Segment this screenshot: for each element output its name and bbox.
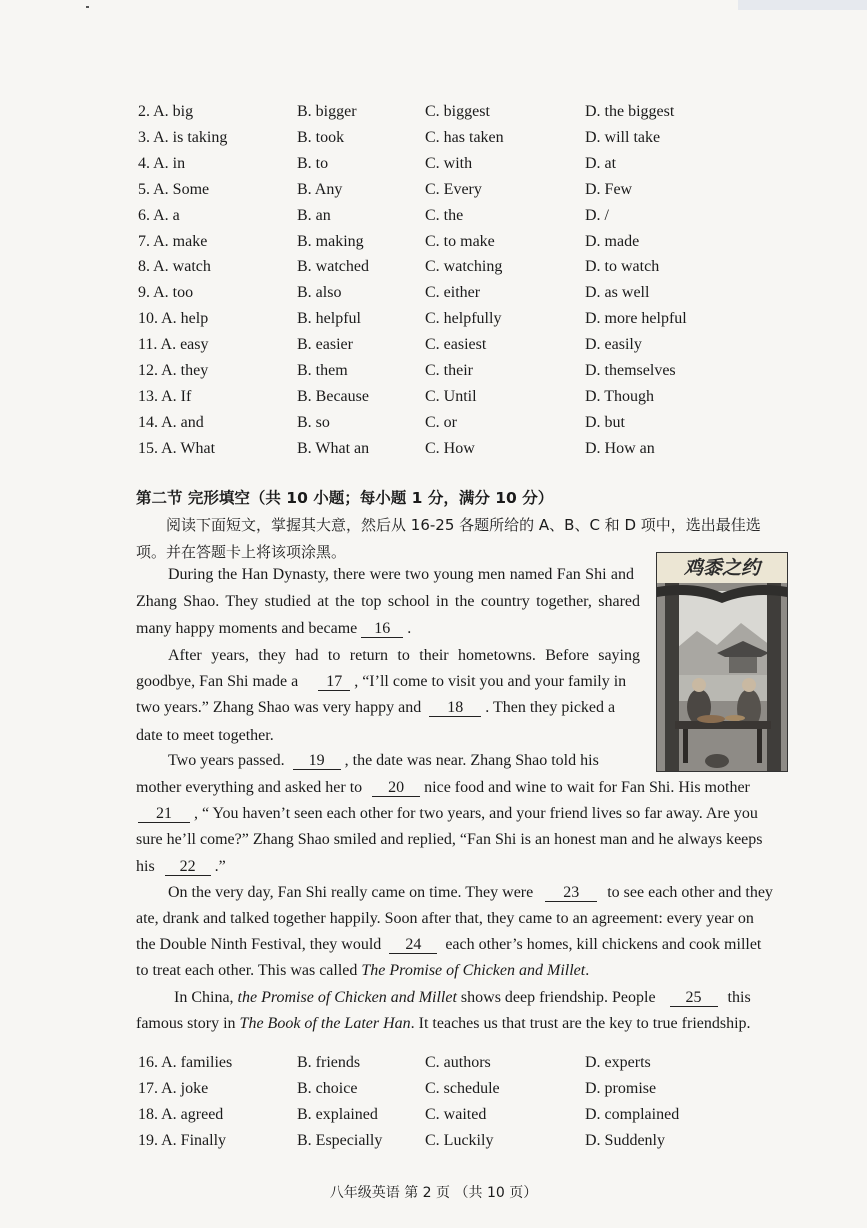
option-row: [0, 129, 867, 153]
question-option-a: 17. A. joke: [138, 1080, 209, 1097]
option-d: D. easily: [585, 336, 642, 354]
option-row: [0, 414, 867, 438]
passage-line: [136, 962, 589, 986]
option-b: B. to: [297, 154, 329, 172]
option-d: D. but: [585, 413, 625, 431]
option-b: B. also: [297, 284, 342, 302]
option-row: [0, 258, 867, 282]
option-d: D. as well: [585, 284, 650, 302]
option-d: D. Few: [585, 180, 633, 198]
option-c: C. schedule: [425, 1080, 500, 1097]
option-c: C. helpfully: [425, 310, 502, 328]
option-b: B. Any: [297, 180, 343, 198]
question-option-a: 7. A. make: [138, 232, 208, 250]
passage-text: two years.” Zhang Shao was very happy and: [136, 699, 422, 716]
passage-text: famous story in: [136, 1015, 240, 1032]
option-row: [0, 1080, 867, 1104]
option-row: [0, 233, 867, 257]
story-illustration: [656, 552, 788, 772]
option-d: D. How an: [585, 439, 655, 457]
option-b: B. them: [297, 362, 348, 379]
option-b: B. watched: [297, 258, 369, 276]
option-c: C. Until: [425, 387, 477, 405]
option-d: D. /: [585, 206, 609, 224]
blank-24: 24: [389, 936, 437, 954]
option-b: B. easier: [297, 336, 353, 354]
passage-text: the Double Ninth Festival, they would: [136, 936, 382, 953]
passage-text: In China,: [174, 989, 238, 1006]
scan-edge: [738, 0, 867, 10]
question-option-a: 10. A. help: [138, 310, 209, 328]
option-c: C. How: [425, 439, 475, 457]
passage-line: [136, 1015, 751, 1039]
option-c: C. the: [425, 206, 464, 224]
passage-line: Zhang Shao. They studied at the top school in the country together, shared: [136, 593, 640, 610]
question-option-a: 4. A. in: [138, 154, 186, 172]
question-option-a: 16. A. families: [138, 1054, 233, 1071]
option-b: B. took: [297, 128, 345, 146]
passage-text: shows deep friendship. People: [456, 989, 656, 1006]
option-row: [0, 1106, 867, 1130]
passage-text: mother everything and asked her to: [136, 779, 363, 796]
option-c: C. their: [425, 362, 473, 379]
option-row: [0, 388, 867, 412]
question-option-a: 12. A. they: [138, 362, 209, 379]
option-d: D. experts: [585, 1054, 651, 1071]
passage-line: [136, 936, 761, 960]
option-c: C. either: [425, 284, 481, 302]
passage-text: On the very day, Fan Shi really came on time. They were: [168, 884, 534, 901]
option-row: [0, 181, 867, 205]
blank-22: 22: [165, 858, 211, 876]
option-b: B. making: [297, 232, 364, 250]
option-b: B. Especially: [297, 1132, 383, 1149]
scan-speck: [86, 6, 89, 8]
question-option-a: 2. A. big: [138, 103, 194, 120]
passage-line: [136, 805, 758, 829]
option-b: B. friends: [297, 1054, 361, 1071]
option-c: C. Luckily: [425, 1132, 494, 1149]
question-option-a: 19. A. Finally: [138, 1132, 227, 1149]
option-d: D. to watch: [585, 258, 660, 276]
option-c: C. authors: [425, 1054, 491, 1071]
passage-line: [136, 699, 615, 723]
option-d: D. the biggest: [585, 103, 675, 120]
option-row: [0, 155, 867, 179]
passage-text: to treat each other. This was called: [136, 962, 362, 979]
question-option-a: 15. A. What: [138, 439, 216, 457]
option-b: B. choice: [297, 1080, 358, 1097]
option-row: [0, 362, 867, 386]
option-d: D. made: [585, 232, 640, 250]
passage-line: [136, 779, 750, 803]
option-b: B. so: [297, 413, 330, 431]
option-row: [0, 1132, 867, 1156]
blank-23: 23: [545, 884, 597, 902]
option-d: D. Suddenly: [585, 1132, 665, 1149]
passage-line: [136, 620, 411, 644]
section-instruction: 阅读下面短文，掌握其大意，然后从 16-25 各题所给的 A、B、C 和 D 项中，选出最佳选项。并在答题卡上将该项涂黑。: [136, 516, 761, 561]
option-b: B. bigger: [297, 103, 357, 120]
passage-text: , “I’ll come to visit you and your family in: [354, 673, 627, 690]
blank-25: 25: [670, 989, 718, 1007]
blank-16: 16: [361, 620, 403, 638]
illustration-title: 鸡黍之约: [657, 553, 787, 583]
option-b: B. explained: [297, 1106, 378, 1123]
question-option-a: 3. A. is taking: [138, 128, 228, 146]
passage-text: many happy moments and became: [136, 620, 358, 637]
option-row: [0, 336, 867, 360]
option-row: [0, 103, 867, 127]
page-footer: 八年级英语 第 2 页 （共 10 页）: [329, 1185, 538, 1201]
option-d: D. Though: [585, 387, 655, 405]
question-option-a: 9. A. too: [138, 284, 194, 302]
question-option-a: 14. A. and: [138, 413, 204, 431]
passage-text: this: [727, 989, 751, 1006]
option-d: D. complained: [585, 1106, 680, 1123]
option-c: C. Every: [425, 180, 482, 198]
option-c: C. waited: [425, 1106, 487, 1123]
passage-text: .: [407, 620, 412, 637]
question-option-a: 6. A. a: [138, 206, 180, 224]
passage-line: date to meet together.: [136, 727, 274, 744]
passage-italic: The Book of the Later Han: [239, 1015, 411, 1032]
passage-line: [168, 752, 599, 776]
question-option-a: 8. A. watch: [138, 258, 211, 276]
blank-19: 19: [293, 752, 341, 770]
passage-text: .”: [214, 858, 226, 875]
option-row: [0, 284, 867, 308]
option-row: [0, 440, 867, 464]
option-b: B. an: [297, 206, 331, 224]
passage-line: [136, 858, 226, 882]
option-row: [0, 207, 867, 231]
passage-text: , “ You haven’t seen each other for two years, and your friend lives so far away. Are you: [194, 805, 758, 822]
option-d: D. will take: [585, 128, 661, 146]
passage-line: ate, drank and talked together happily. Soon after that, they came to an agreement: every year on: [136, 910, 754, 927]
blank-21: 21: [138, 805, 190, 823]
passage-text: . Then they picked a: [485, 699, 616, 716]
passage-text: .: [585, 962, 590, 979]
option-c: C. easiest: [425, 336, 487, 354]
question-option-a: 5. A. Some: [138, 180, 210, 198]
passage-line: During the Han Dynasty, there were two young men named Fan Shi and: [168, 566, 634, 583]
passage-text: to see each other and they: [607, 884, 773, 901]
option-b: B. helpful: [297, 310, 361, 328]
question-option-a: 18. A. agreed: [138, 1106, 224, 1123]
passage-text: , the date was near. Zhang Shao told his: [344, 752, 599, 769]
blank-18: 18: [429, 699, 481, 717]
passage-line: sure he’ll come?” Zhang Shao smiled and replied, “Fan Shi is an honest man and he always keeps: [136, 831, 763, 848]
passage-text: . It teaches us that trust are the key to true friendship.: [410, 1015, 751, 1032]
passage-line: [168, 884, 773, 908]
option-d: D. more helpful: [585, 310, 687, 328]
option-c: C. or: [425, 413, 457, 431]
option-d: D. at: [585, 154, 617, 172]
passage-line: [174, 989, 751, 1013]
option-c: C. to make: [425, 232, 495, 250]
passage-text: Two years passed.: [168, 752, 285, 769]
option-b: B. Because: [297, 387, 369, 405]
passage-line: [136, 673, 626, 697]
question-option-a: 11. A. easy: [138, 336, 209, 354]
blank-17: 17: [318, 673, 350, 691]
passage-text: goodbye, Fan Shi made a: [136, 673, 299, 690]
passage-text: each other’s homes, kill chickens and cook millet: [445, 936, 762, 953]
option-row: [0, 1054, 867, 1078]
option-c: C. has taken: [425, 128, 504, 146]
option-d: D. themselves: [585, 362, 676, 379]
passage-text: his: [136, 858, 155, 875]
passage-line: After years, they had to return to their hometowns. Before saying: [168, 647, 640, 664]
blank-20: 20: [372, 779, 420, 797]
option-b: B. What an: [297, 439, 370, 457]
question-option-a: 13. A. If: [138, 387, 192, 405]
passage-italic: The Promise of Chicken and Millet: [361, 962, 586, 979]
passage-italic: the Promise of Chicken and Millet: [237, 989, 457, 1006]
option-d: D. promise: [585, 1080, 657, 1097]
option-row: [0, 310, 867, 334]
passage-text: nice food and wine to wait for Fan Shi. His mother: [424, 779, 750, 796]
section-title: 第二节 完形填空（共 10 小题；每小题 1 分，满分 10 分）: [136, 489, 554, 507]
option-c: C. watching: [425, 258, 503, 276]
illustration-picture: [657, 583, 787, 771]
option-c: C. with: [425, 154, 473, 172]
option-c: C. biggest: [425, 103, 490, 120]
